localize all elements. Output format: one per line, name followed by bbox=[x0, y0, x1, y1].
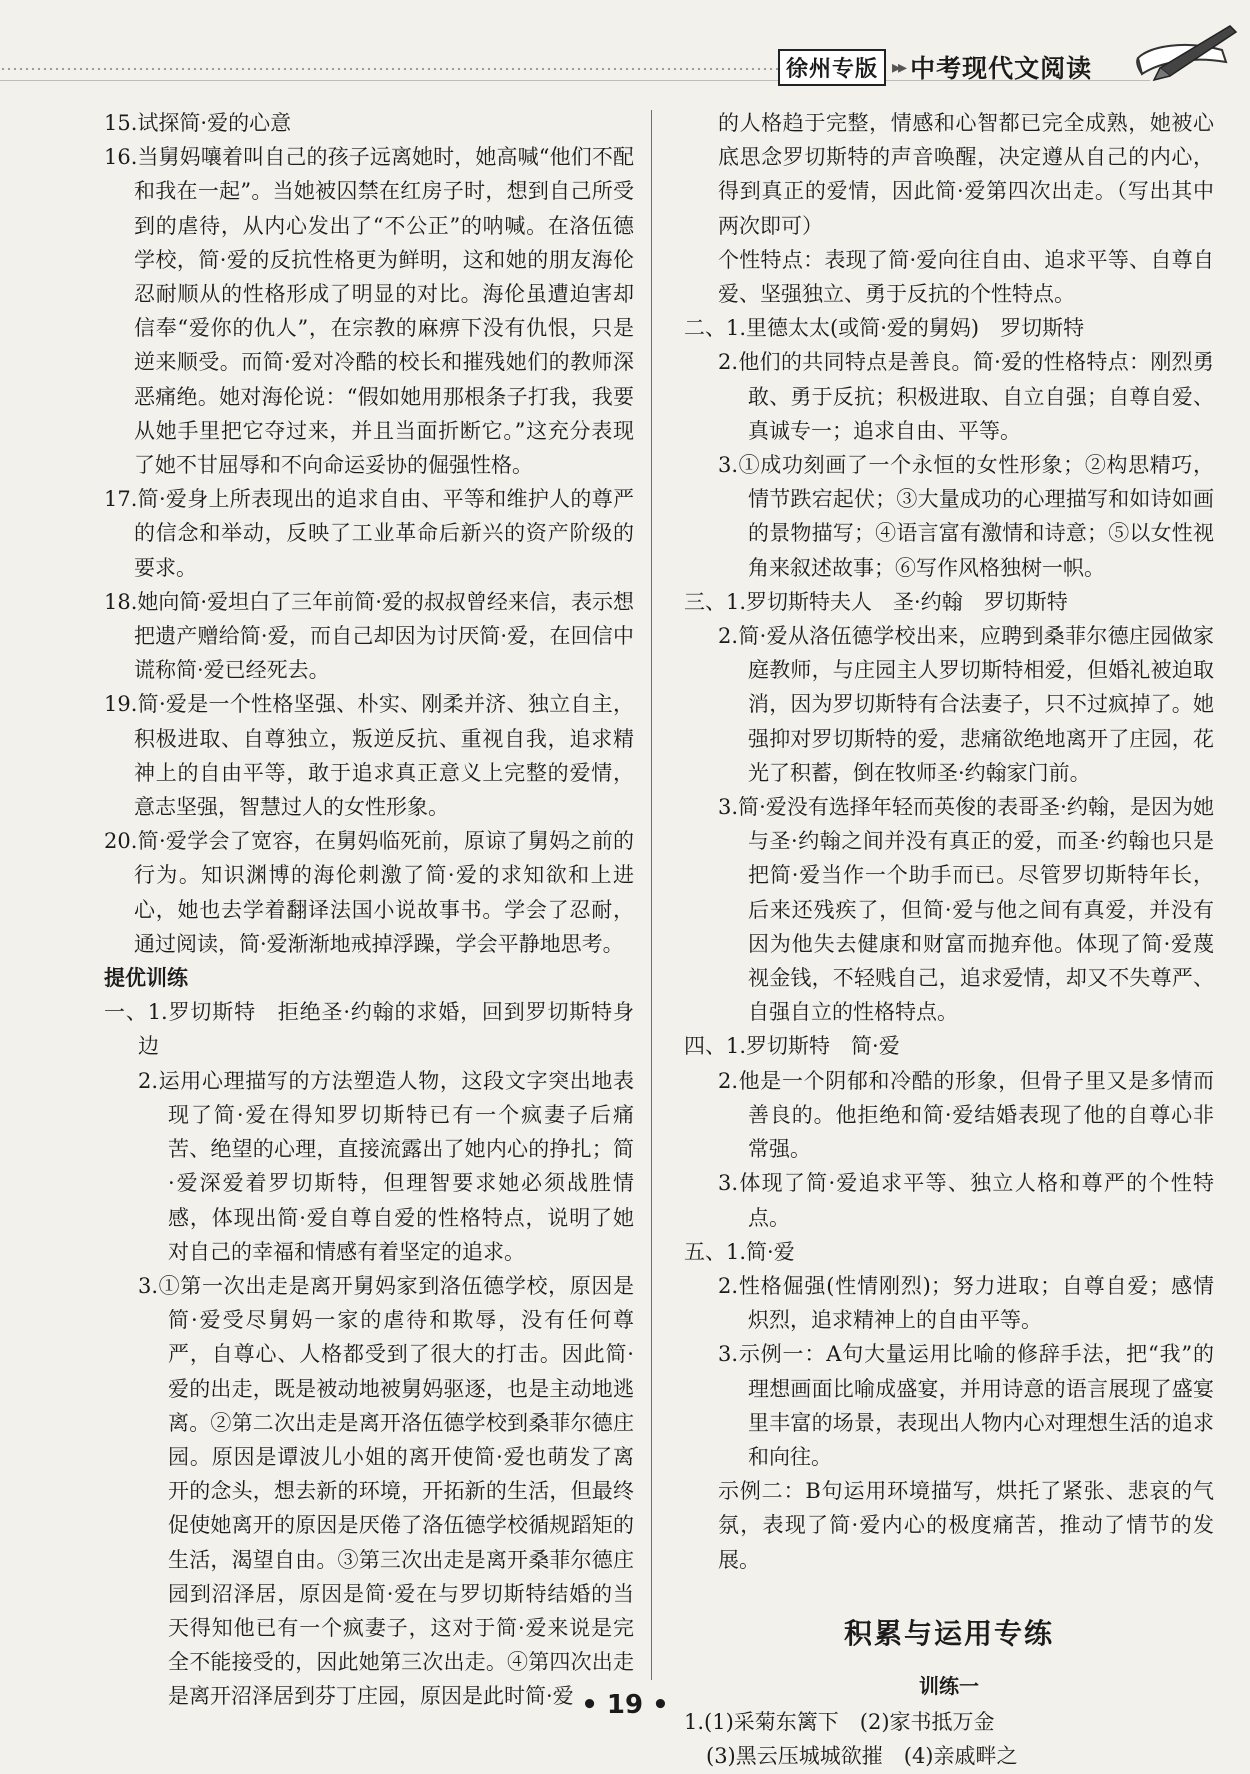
left-column bbox=[104, 106, 634, 1714]
header-dot-band bbox=[0, 66, 780, 74]
part3-answer-2: 2.简·爱从洛伍德学校出来，应聘到桑菲尔德庄园做家庭教师，与庄园主人罗切斯特相爱，但婚礼被迫取消，因为罗切斯特有合法妻子，只不过疯掉了。她强抑对罗切斯特的爱，悲痛欲绝地离开了庄园，花光了积蓄，倒在牧师圣·约翰家门前。 bbox=[718, 624, 1214, 785]
part5-answer-3: 3.示例一：A句大量运用比喻的修辞手法，把“我”的理想画面比喻成盛宴，并用诗意的语言展现了盛宴里丰富的场景，表现出人物内心对理想生活的追求和向往。 bbox=[718, 1342, 1214, 1469]
part5-example-2: 示例二：B句运用环境描写，烘托了紧张、悲哀的气氛，表现了简·爱内心的极度痛苦，推动了情节的发展。 bbox=[718, 1479, 1214, 1572]
special-practice-title: 积累与运用专练 bbox=[843, 1616, 1054, 1650]
page-number: • 19 • bbox=[581, 1690, 669, 1720]
part5-answer-2: 2.性格倔强(性情刚烈)；努力进取；自尊自爱；感情炽烈，追求精神上的自由平等。 bbox=[718, 1273, 1214, 1333]
book-title: 中考现代文阅读 bbox=[910, 54, 1093, 83]
part4-answer-2: 2.他是一个阴郁和冷酷的形象，但骨子里又是多情而善良的。他拒绝和简·爱结婚表现了他的自尊心非常强。 bbox=[718, 1068, 1214, 1162]
right-column bbox=[684, 106, 1214, 1774]
part3-answer-3: 3.简·爱没有选择年轻而英俊的表哥圣·约翰，是因为她与圣·约翰之间并没有真正的爱，而圣·约翰也只是把简·爱当作一个助手而已。尽管罗切斯特年长，后来还残疾了，但简·爱与他之间有真爱，并没有因为他失去健康和财富而抛弃他。体现了简·爱蔑视金钱，不轻贱自己，追求爱情，却又不失尊严、自强自立的性格特点。 bbox=[718, 795, 1214, 1025]
part1-answer-2: 2.运用心理描写的方法塑造人物，这段文字突出地表现了简·爱在得知罗切斯特已有一个疯妻子后痛苦、绝望的心理，直接流露出了她内心的挣扎；简·爱深爱着罗切斯特，但理智要求她必须战胜情感，体现出简·爱自尊自爱的性格特点，说明了她对自己的幸福和情感有着坚定的追求。 bbox=[138, 1068, 634, 1264]
part4-answer-3: 3.体现了简·爱追求平等、独立人格和尊严的个性特点。 bbox=[718, 1171, 1214, 1230]
part1-answer-1: 一、1.罗切斯特 拒绝圣·约翰的求婚，回到罗切斯特身边 bbox=[104, 1000, 634, 1059]
answer-17: 17.简·爱身上所表现出的追求自由、平等和维护人的尊严的信念和举动，反映了工业革命后新兴的资产阶级的要求。 bbox=[104, 487, 634, 580]
part5-answer-1: 五、1.简·爱 bbox=[684, 1239, 795, 1264]
answer-16: 16.当舅妈嚷着叫自己的孩子远离她时，她高喊“他们不配和我在一起”。当她被囚禁在红房子时，想到自己所受到的虐待，从内心发出了“不公正”的呐喊。在洛伍德学校，简·爱的反抗性格更为鲜明，这和她的朋友海伦忍耐顺从的性格形成了明显的对比。海伦虽遭迫害却信奉“爱你的仇人”，在宗教的麻痹下没有仇恨，只是逆来顺受。而简·爱对冷酷的校长和摧残她们的教师深恶痛绝。她对海伦说：“假如她用那根条子打我，我要从她手里把它夺过来，并且当面折断它。”这充分表现了她不甘屈辱和不向命运妥协的倔强性格。 bbox=[104, 145, 634, 478]
part2-answer-3: 3.①成功刻画了一个永恒的女性形象；②构思精巧，情节跌宕起伏；③大量成功的心理描写和如诗如画的景物描写；④语言富有激情和诗意；⑤以女性视角来叙述故事；⑥写作风格独树一帜。 bbox=[718, 453, 1214, 580]
column-divider bbox=[651, 110, 652, 1680]
part1-answer-3: 3.①第一次出走是离开舅妈家到洛伍德学校，原因是简·爱受尽舅妈一家的虐待和欺辱，没有任何尊严，自尊心、人格都受到了很大的打击。因此简·爱的出走，既是被动地被舅妈驱逐，也是主动地逃离。②第二次出走是离开洛伍德学校到桑菲尔德庄园。原因是谭波儿小姐的离开使简·爱也萌发了离开的念头，想去新的环境，开拓新的生活，但最终促使她离开的原因是厌倦了洛伍德学校循规蹈矩的生活，渴望自由。③第三次出走是离开桑菲尔德庄园到沼泽居，原因是简·爱在与罗切斯特结婚的当天得知他已有一个疯妻子，这对于简·爱来说是完全不能接受的，因此她第三次出走。④第四次出走是离开沼泽居到芬丁庄园，原因是此时简·爱 bbox=[138, 1273, 634, 1709]
part3-answer-1: 三、1.罗切斯特夫人 圣·约翰 罗切斯特 bbox=[684, 589, 1068, 614]
answer-15: 15.试探简·爱的心意 bbox=[104, 111, 292, 135]
part2-answer-2: 2.他们的共同特点是善良。简·爱的性格特点：刚烈勇敢、勇于反抗；积极进取、自立自强；自尊自爱、真诚专一；追求自由、平等。 bbox=[718, 350, 1214, 443]
training1-answer-1a: 1.(1)采菊东篱下 (2)家书抵万金 bbox=[684, 1710, 995, 1735]
double-arrow-icon: ▸▸ bbox=[892, 56, 905, 78]
training-heading: 训练一 bbox=[919, 1673, 979, 1698]
section-heading: 提优训练 bbox=[104, 966, 188, 991]
training1-answer-1b: (3)黑云压城城欲摧 (4)亲戚畔之 bbox=[706, 1744, 1018, 1769]
page-header bbox=[0, 0, 1250, 96]
answer-19: 19.简·爱是一个性格坚强、朴实、刚柔并济、独立自主，积极进取、自尊独立，叛逆反抗、重视自我，追求精神上的自由平等，敢于追求真正意义上完整的爱情，意志坚强，智慧过人的女性形象。 bbox=[104, 692, 634, 820]
answer-18: 18.她向简·爱坦白了三年前简·爱的叔叔曾经来信，表示想把遗产赠给简·爱，而自己却因为讨厌简·爱，在回信中谎称简·爱已经死去。 bbox=[104, 589, 634, 683]
quill-scroll-icon bbox=[1130, 18, 1240, 98]
part1-answer-3-continued: 的人格趋于完整，情感和心智都已完全成熟，她被心底思念罗切斯特的声音唤醒，决定遵从自己的内心，得到真正的爱情，因此简·爱第四次出走。（写出其中两次即可） bbox=[718, 111, 1214, 238]
answer-20: 20.简·爱学会了宽容，在舅妈临死前，原谅了舅妈之前的行为。知识渊博的海伦刺激了简·爱的求知欲和上进心，她也去学着翻译法国小说故事书。学会了忍耐，通过阅读，简·爱渐渐地戒掉浮躁，学会平静地思考。 bbox=[104, 829, 634, 956]
personality-summary: 个性特点：表现了简·爱向往自由、追求平等、自尊自爱、坚强独立、勇于反抗的个性特点。 bbox=[718, 247, 1214, 307]
part2-answer-1: 二、1.里德太太(或简·爱的舅妈) 罗切斯特 bbox=[684, 316, 1085, 341]
header-title-group bbox=[778, 50, 1092, 84]
part4-answer-1: 四、1.罗切斯特 简·爱 bbox=[684, 1034, 900, 1059]
series-badge: 徐州专版 bbox=[778, 49, 886, 86]
